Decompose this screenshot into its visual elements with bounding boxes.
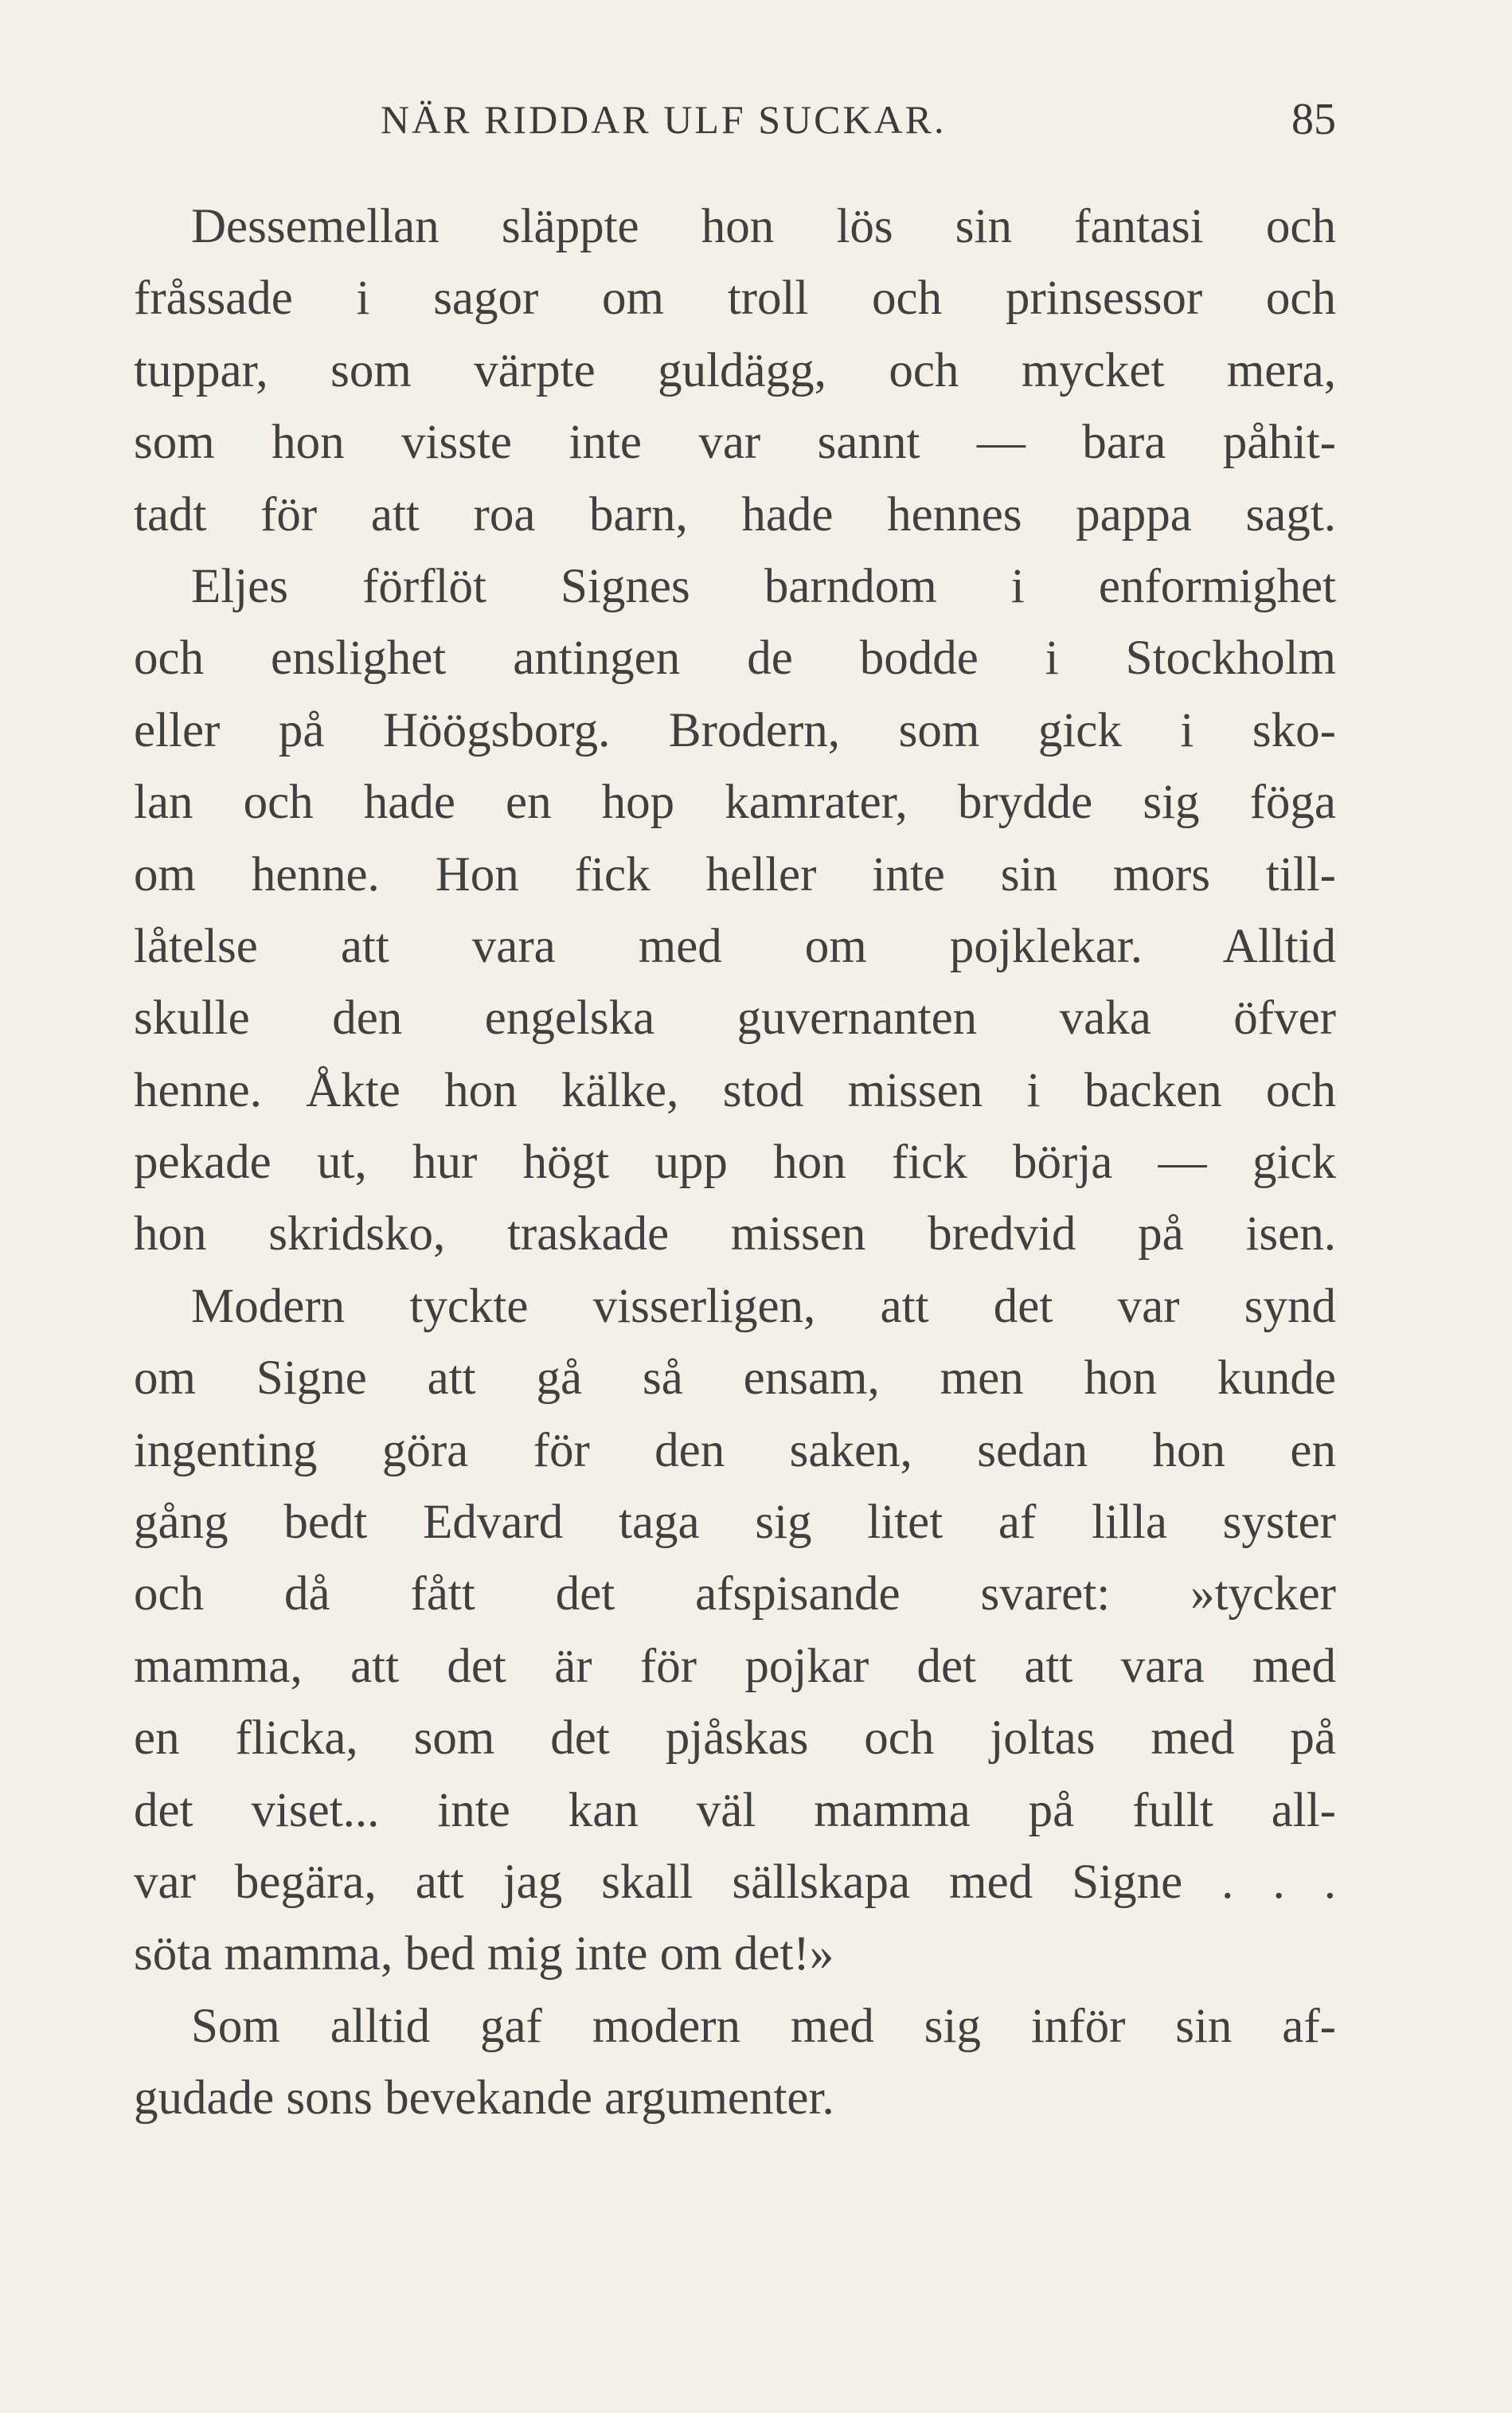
text-line: tadt för att roa barn, hade hennes pappa sagt. [134,487,1336,542]
text-line: låtelse att vara med om pojklekar. Alltid [134,919,1336,973]
text-line: var begära, att jag skall sällskapa med Signe . . . [134,1855,1336,1909]
page-header [134,88,1336,151]
text-line: Eljes förflöt Signes barndom i enformighet [191,559,1336,613]
text-line: ingenting göra för den saken, sedan hon en [134,1423,1336,1477]
text-line: skulle den engelska guvernanten vaka öfver [134,991,1336,1046]
text-line: henne. Åkte hon kälke, stod missen i backen och [134,1063,1336,1117]
text-line: gång bedt Edvard taga sig litet af lilla syster [134,1496,1336,1550]
text-line: eller på Höögsborg. Brodern, som gick i sko- [134,703,1336,757]
text-line: Dessemellan släppte hon lös sin fantasi och [191,200,1336,253]
page-number: 85 [1291,95,1336,144]
text-line: och då fått det afspisande svaret: »tycker [134,1567,1336,1621]
text-line: Som alltid gaf modern med sig inför sin af- [191,1999,1336,2053]
text-line: Modern tyckte visserligen, att det var synd [191,1279,1336,1333]
text-line: en flicka, som det pjåskas och joltas med på [134,1711,1336,1766]
text-line: fråssade i sagor om troll och prinsessor och [134,272,1336,326]
text-line: och enslighet antingen de bodde i Stockholm [134,632,1336,686]
text-line: om henne. Hon fick heller inte sin mors till- [134,847,1336,901]
running-head: NÄR RIDDAR ULF SUCKAR. [381,97,947,142]
text-line: gudade sons bevekande argumenter. [134,2071,834,2126]
text-line: mamma, att det är för pojkar det att vara med [134,1639,1336,1693]
body-text [134,191,1336,2135]
text-line: tuppar, som värpte guldägg, och mycket mera, [134,343,1336,397]
text-line: om Signe att gå så ensam, men hon kunde [134,1351,1336,1406]
text-line: hon skridsko, traskade missen bredvid på isen. [134,1207,1336,1261]
text-line: söta mamma, bed mig inte om det!» [134,1927,834,1981]
text-line: som hon visste inte var sannt — bara påhit- [134,416,1336,470]
text-line: det viset... inte kan väl mamma på fullt all- [134,1783,1336,1837]
text-line: pekade ut, hur högt upp hon fick börja — gick [134,1136,1336,1190]
text-line: lan och hade en hop kamrater, brydde sig föga [134,776,1336,830]
